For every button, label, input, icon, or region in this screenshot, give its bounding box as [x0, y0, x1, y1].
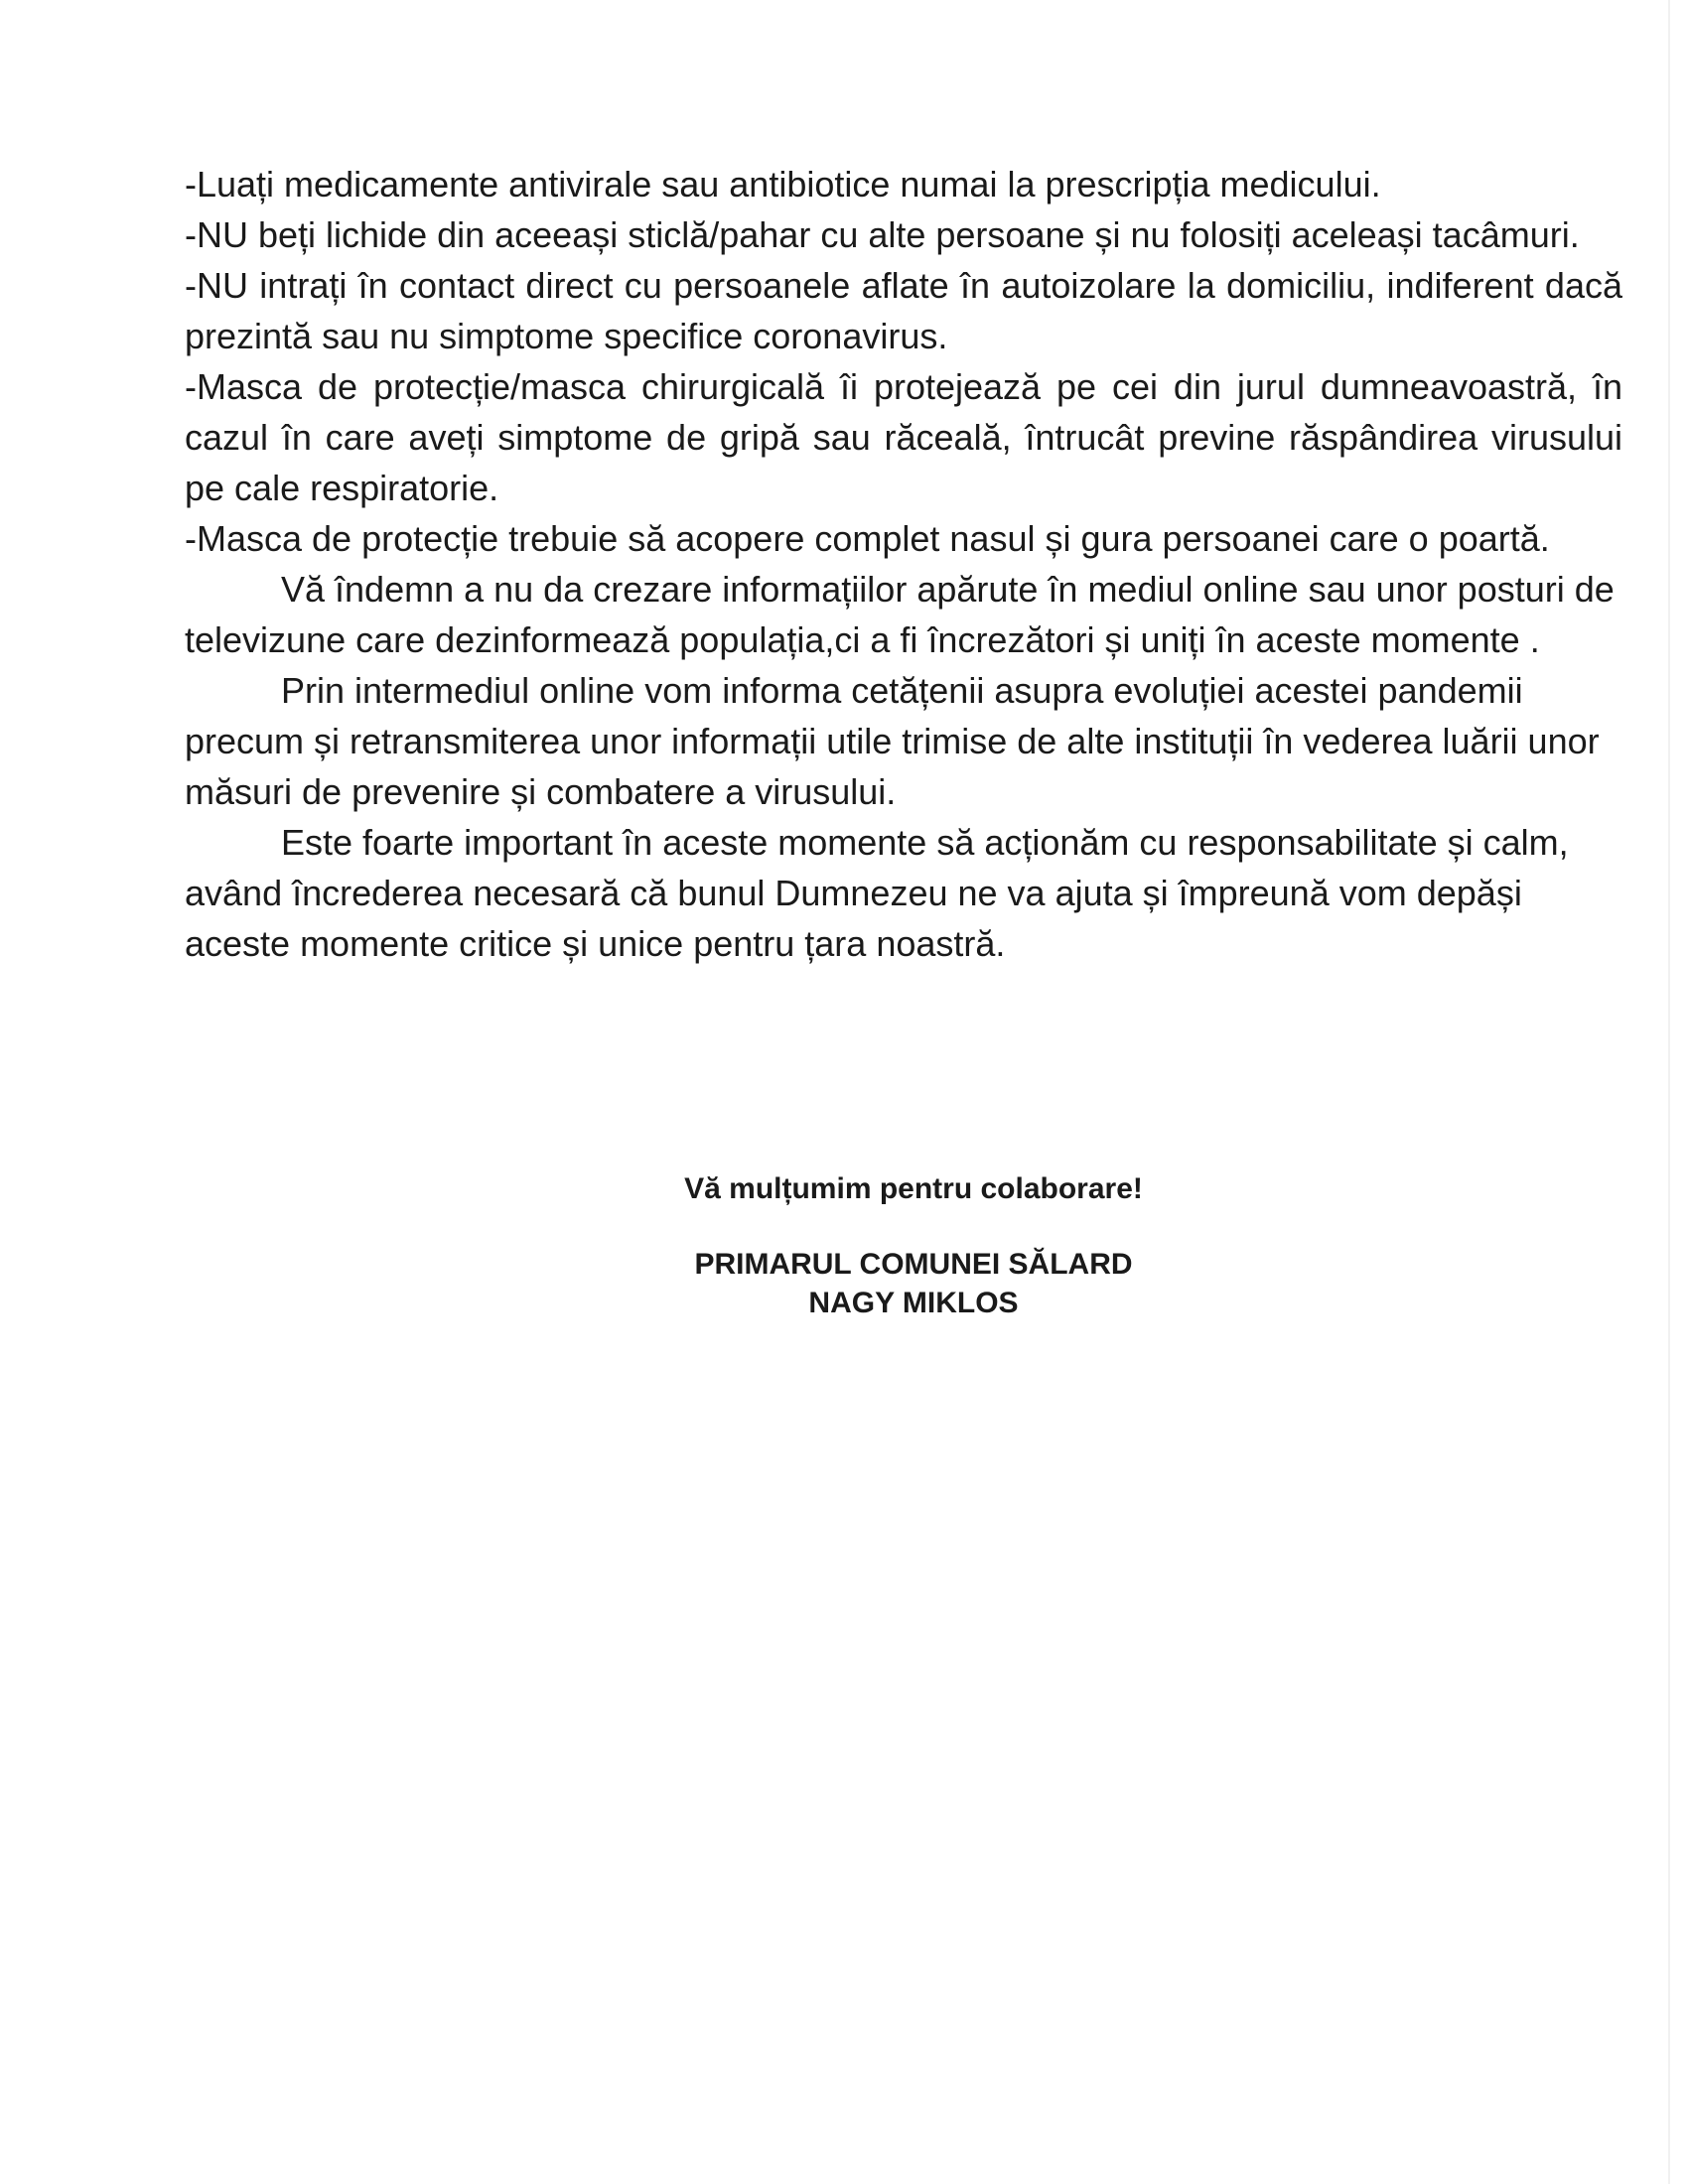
signature-title: PRIMARUL COMUNEI SĂLARD	[694, 1248, 1133, 1281]
paragraph-responsibility: Este foarte important în aceste momente să acționăm cu responsabilitate și calm, având încrederea necesară că bunul Dumnezeu ne va ajuta și împreună vom depăși aceste momente critice și unice pentru țara noastră.	[185, 822, 1569, 964]
paragraph-misinformation: Vă îndemn a nu da crezare informațiilor apărute în mediul online sau unor posturi de televizune care dezinformează populația,ci a fi încrezători și uniți în aceste momente .	[185, 569, 1615, 660]
letter-body	[185, 159, 1622, 969]
scan-edge-shadow	[1668, 0, 1670, 2184]
advice-shared-cups: -NU beți lichide din aceeași sticlă/pahar cu alte persoane și nu folosiți aceleași tacâmuri.	[185, 214, 1580, 255]
advice-isolation-contact: -NU intrați în contact direct cu persoanele aflate în autoizolare la domiciliu, indiferent dacă prezintă sau nu simptome specifice coronavirus.	[185, 265, 1622, 356]
paragraph-online-info: Prin intermediul online vom informa cetățenii asupra evoluției acestei pandemii precum și retransmiterea unor informații utile trimise de alte instituții în vederea luării unor măsuri de prevenire și combatere a virusului.	[185, 670, 1600, 812]
signature-name: NAGY MIKLOS	[808, 1287, 1019, 1319]
advice-mask-coverage: -Masca de protecție trebuie să acopere complet nasul și gura persoanei care o poartă.	[185, 518, 1550, 559]
advice-antiviral: -Luați medicamente antivirale sau antibiotice numai la prescripția medicului.	[185, 164, 1381, 205]
signature-block	[0, 1245, 1688, 1322]
closing-thanks: Vă mulțumim pentru colaborare!	[684, 1172, 1143, 1205]
advice-surgical-mask: -Masca de protecție/masca chirurgicală îi protejează pe cei din jurul dumneavoastră, în cazul în care aveți simptome de gripă sau răceală, întrucât previne răspândirea virusului pe cale respiratorie.	[185, 366, 1622, 508]
closing-block	[0, 1169, 1688, 1208]
